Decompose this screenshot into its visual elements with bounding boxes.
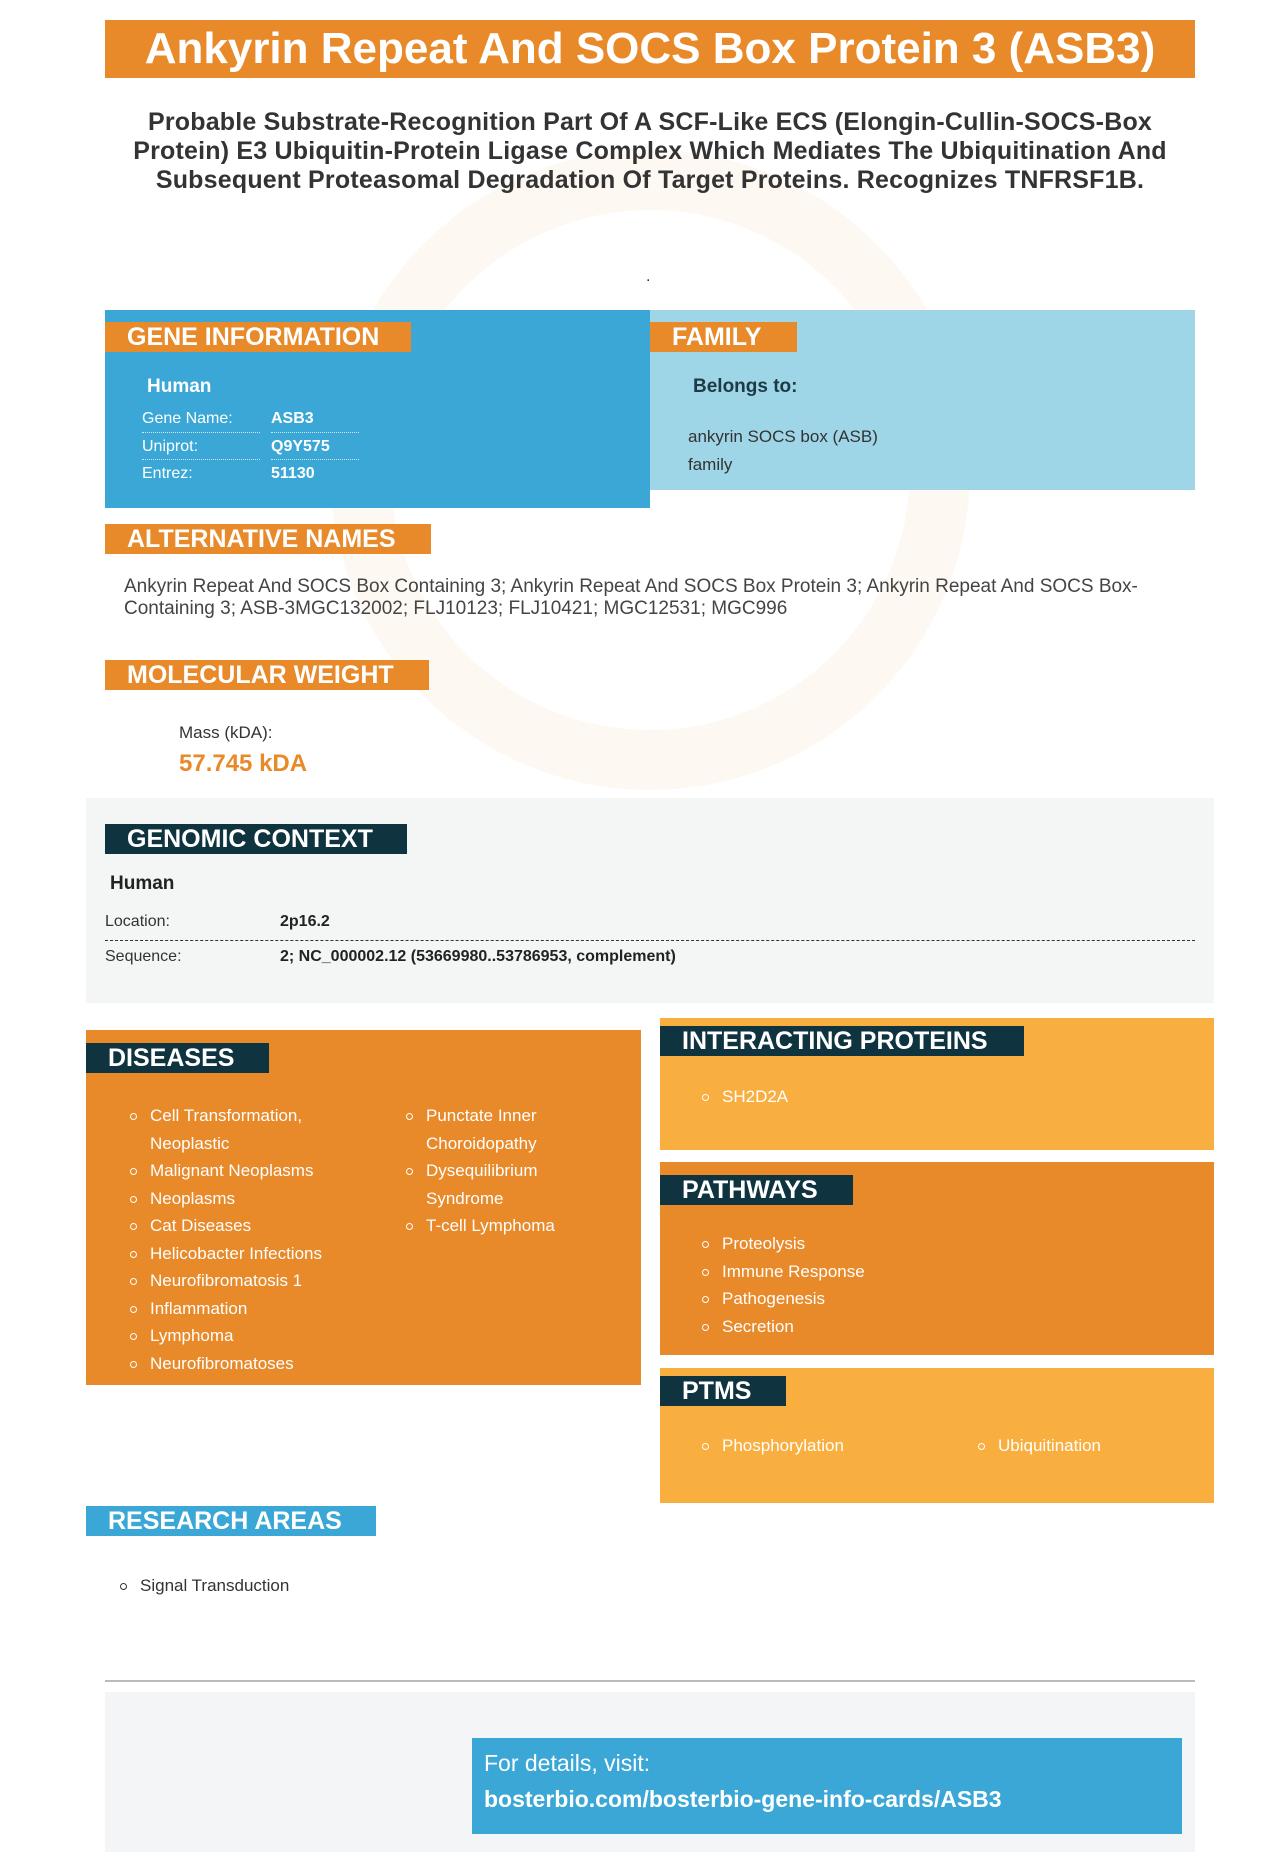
family-name-line1: ankyrin SOCS box (ASB)	[688, 427, 878, 446]
molecular-weight-heading: MOLECULAR WEIGHT	[105, 660, 429, 690]
list-item: Cell Transformation, Neoplastic	[130, 1102, 340, 1157]
list-item: Pathogenesis	[702, 1285, 1102, 1313]
footer-divider	[105, 1680, 1195, 1682]
list-item: Punctate Inner Choroidopathy	[406, 1102, 606, 1157]
list-item: Secretion	[702, 1313, 1102, 1341]
divider	[271, 459, 359, 460]
belongs-to-label: Belongs to:	[693, 376, 798, 397]
genomic-context-heading: GENOMIC CONTEXT	[105, 824, 407, 854]
genomic-species: Human	[110, 873, 175, 894]
list-item: Malignant Neoplasms	[130, 1157, 340, 1185]
list-item: Ubiquitination	[978, 1432, 1178, 1460]
ptms-panel	[660, 1368, 1214, 1503]
list-item: Phosphorylation	[702, 1432, 932, 1460]
list-item: Helicobacter Infections	[130, 1240, 340, 1268]
page-title: Ankyrin Repeat And SOCS Box Protein 3 (ASB3)	[105, 20, 1195, 78]
gene-name-label: Gene Name:	[142, 410, 233, 427]
divider	[142, 459, 260, 460]
gene-name-value: ASB3	[271, 410, 314, 427]
list-item: Lymphoma	[130, 1322, 340, 1350]
diseases-list-col1	[130, 1102, 340, 1377]
mass-value: 57.745 kDA	[179, 750, 308, 777]
location-value: 2p16.2	[280, 913, 330, 930]
divider	[105, 940, 1195, 941]
list-item: Immune Response	[702, 1258, 1102, 1286]
uniprot-value: Q9Y575	[271, 438, 330, 455]
separator-dot: .	[646, 268, 651, 285]
pathways-heading: PATHWAYS	[660, 1175, 853, 1205]
list-item: Neoplasms	[130, 1185, 340, 1213]
entrez-value: 51130	[271, 465, 315, 482]
divider	[142, 432, 260, 433]
entrez-label: Entrez:	[142, 465, 193, 482]
diseases-heading: DISEASES	[86, 1043, 269, 1073]
location-label: Location:	[105, 913, 170, 930]
list-item: Inflammation	[130, 1295, 340, 1323]
list-item: Dysequilibrium Syndrome	[406, 1157, 606, 1212]
list-item: Neurofibromatosis 1	[130, 1267, 340, 1295]
pathways-list	[702, 1230, 1102, 1340]
alternative-names-text: Ankyrin Repeat And SOCS Box Containing 3; Ankyrin Repeat And SOCS Box Protein 3; Ankyrin Repeat And SOCS Box-Containing 3; ASB-3MGC132002; FLJ10123; FLJ10421; MGC12531; MGC996	[124, 576, 1138, 619]
interacting-proteins-heading: INTERACTING PROTEINS	[660, 1026, 1024, 1056]
diseases-list-col2	[406, 1102, 606, 1240]
details-url-link[interactable]: bosterbio.com/bosterbio-gene-info-cards/ASB3	[484, 1786, 1002, 1812]
interacting-proteins-list	[702, 1083, 1102, 1111]
sequence-value: 2; NC_000002.12 (53669980..53786953, complement)	[280, 948, 676, 965]
details-link-box[interactable]	[472, 1738, 1182, 1834]
research-areas-list	[120, 1572, 520, 1600]
list-item: Cat Diseases	[130, 1212, 340, 1240]
family-name-line2: family	[688, 455, 733, 474]
list-item: SH2D2A	[702, 1083, 1102, 1111]
divider	[271, 432, 359, 433]
details-label: For details, visit:	[484, 1750, 651, 1776]
pathways-panel	[660, 1162, 1214, 1355]
list-item: Neurofibromatoses	[130, 1350, 340, 1378]
genomic-context-panel	[86, 798, 1214, 1003]
research-areas-heading: RESEARCH AREAS	[86, 1506, 376, 1536]
mass-label: Mass (kDA):	[179, 723, 273, 742]
alternative-names-heading: ALTERNATIVE NAMES	[105, 524, 431, 554]
gene-species: Human	[147, 376, 212, 397]
family-panel	[650, 310, 1195, 490]
uniprot-label: Uniprot:	[142, 438, 199, 455]
interacting-proteins-panel	[660, 1018, 1214, 1150]
list-item: T-cell Lymphoma	[406, 1212, 606, 1240]
gene-information-panel	[105, 310, 650, 508]
ptms-list-col2	[978, 1432, 1178, 1460]
ptms-heading: PTMS	[660, 1376, 786, 1406]
protein-description: Probable Substrate-Recognition Part Of A SCF-Like ECS (Elongin-Cullin-SOCS-Box Protein) E3 Ubiquitin-Protein Ligase Complex Which Mediates The Ubiquitination And Subsequent Proteasomal Degradation Of Target Proteins. Recognizes TNFRSF1B.	[133, 108, 1167, 194]
ptms-list-col1	[702, 1432, 932, 1460]
sequence-label: Sequence:	[105, 948, 182, 965]
family-heading: FAMILY	[650, 322, 797, 352]
list-item: Signal Transduction	[120, 1572, 520, 1600]
list-item: Proteolysis	[702, 1230, 1102, 1258]
diseases-panel	[86, 1030, 641, 1385]
gene-information-heading: GENE INFORMATION	[105, 322, 411, 352]
